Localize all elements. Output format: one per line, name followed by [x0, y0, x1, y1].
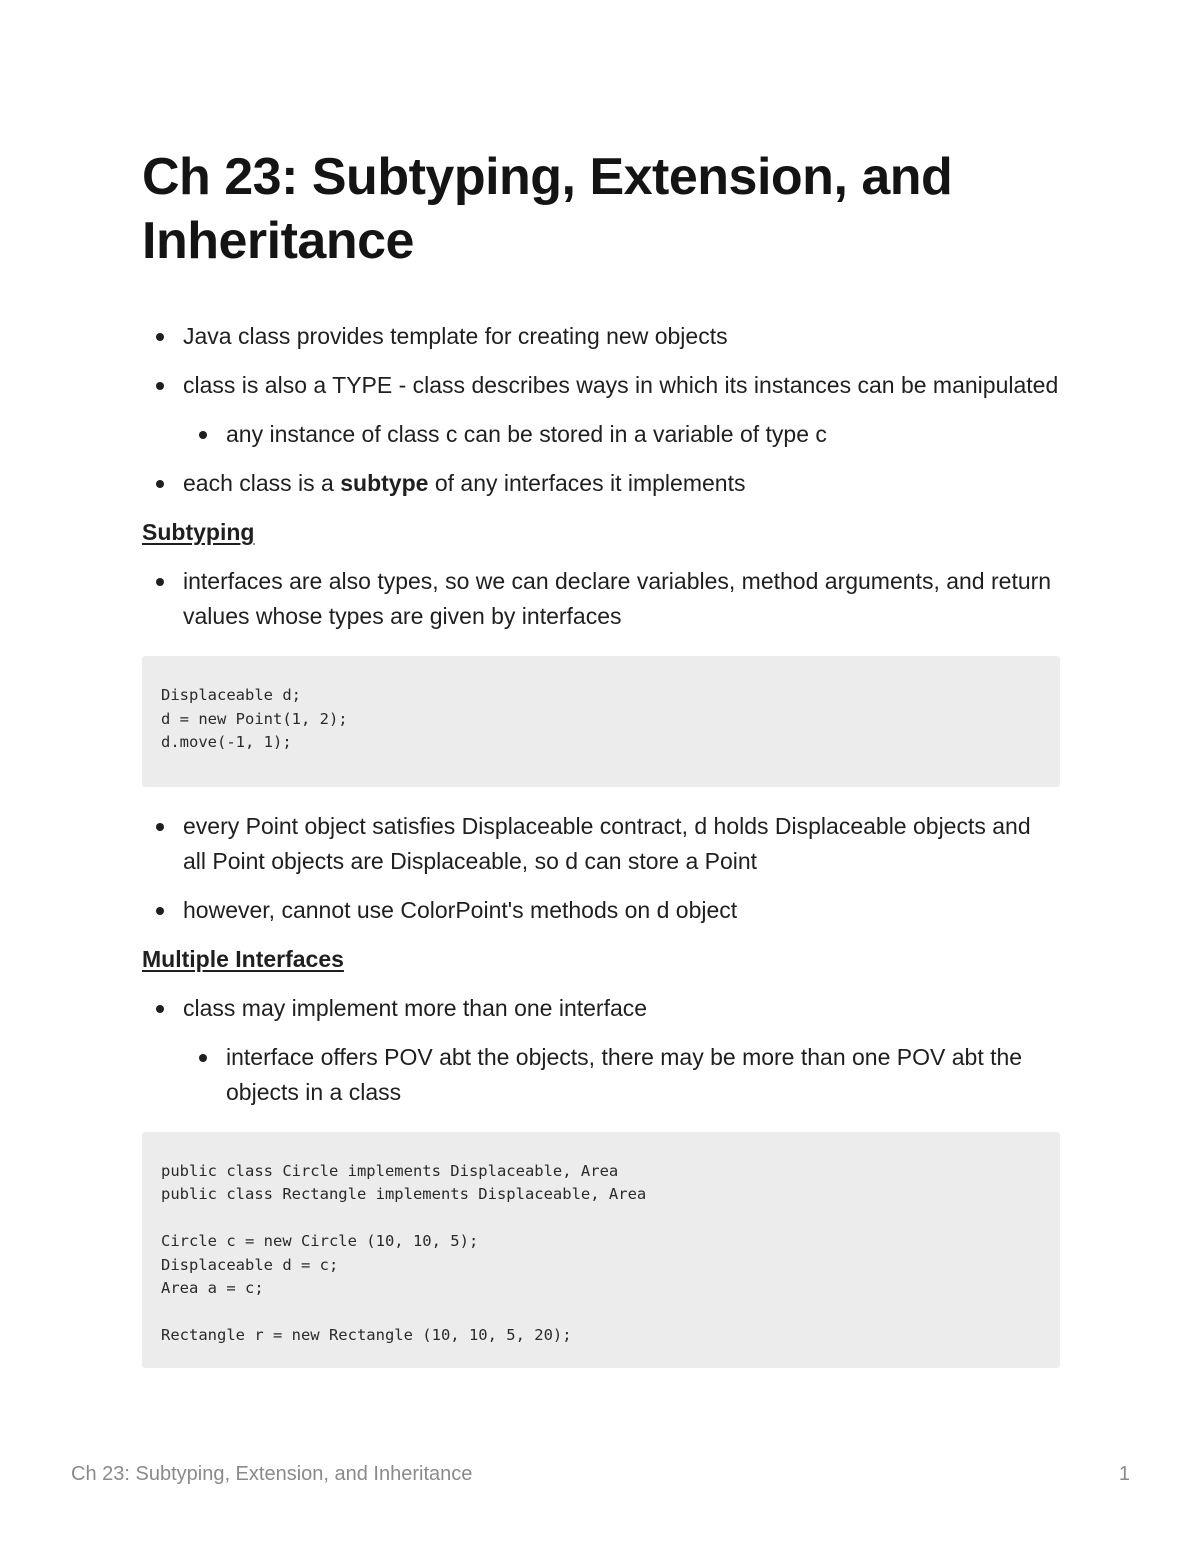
- list-item: [142, 893, 1060, 928]
- section-heading-subtyping: Subtyping: [142, 519, 255, 545]
- list-item: [142, 417, 1060, 452]
- footer-title: Ch 23: Subtyping, Extension, and Inheritance: [71, 1463, 473, 1485]
- list-item: [142, 809, 1060, 879]
- code-line: Displaceable d = c;: [161, 1255, 339, 1274]
- code-line: Rectangle r = new Rectangle (10, 10, 5, 20);: [161, 1326, 572, 1344]
- list-item-text-before: each class is a: [183, 470, 341, 496]
- code-line: Displaceable d;: [161, 686, 301, 704]
- list-item: [142, 991, 1060, 1026]
- list-item: [142, 1040, 1060, 1110]
- code-line: d = new Point(1, 2);: [161, 709, 348, 728]
- list-item-text: every Point object satisfies Displaceable contract, d holds Displaceable objects and all Point objects are Displaceable, so d can store a Point: [183, 812, 1031, 874]
- multiple-interfaces-list: [142, 991, 1060, 1110]
- subtyping-notes-list: [142, 809, 1060, 928]
- bullet-icon: [156, 578, 164, 586]
- list-item: [142, 466, 1060, 501]
- list-item-text: however, cannot use ColorPoint's methods on d object: [183, 896, 738, 923]
- bullet-icon: [156, 333, 164, 341]
- bold-term: subtype: [340, 470, 429, 496]
- bullet-icon: [156, 907, 164, 915]
- bullet-icon: [156, 823, 164, 831]
- list-item: [142, 319, 1060, 354]
- subtyping-list: [142, 564, 1060, 634]
- list-item-text-after: of any interfaces it implements: [428, 470, 746, 496]
- list-item-text: any instance of class c can be stored in a variable of type c: [226, 421, 827, 447]
- bullet-icon: [156, 1005, 164, 1013]
- list-item-text: Java class provides template for creating new objects: [183, 323, 728, 349]
- code-line: Circle c = new Circle (10, 10, 5);: [161, 1232, 479, 1250]
- page-content: [142, 145, 1060, 1390]
- list-item: [142, 368, 1060, 403]
- code-block: [142, 1132, 1060, 1368]
- list-item-text: class is also a TYPE - class describes ways in which its instances can be manipulated: [183, 372, 1059, 398]
- code-line: public class Rectangle implements Displaceable, Area: [161, 1185, 647, 1203]
- bullet-icon: [156, 382, 164, 390]
- page-number: 1: [1118, 1463, 1130, 1485]
- code-line: public class Circle implements Displaceable, Area: [161, 1161, 619, 1180]
- list-item: [142, 564, 1060, 634]
- section-heading-multiple-interfaces: Multiple Interfaces: [142, 945, 344, 972]
- bullet-icon: [199, 431, 207, 439]
- code-line: [161, 1207, 1041, 1231]
- bullet-icon: [156, 480, 164, 488]
- code-line: Area a = c;: [161, 1279, 264, 1297]
- bullet-icon: [199, 1054, 207, 1062]
- code-line: d.move(-1, 1);: [161, 733, 292, 751]
- list-item-text: interfaces are also types, so we can declare variables, method arguments, and return values whose types are given by interfaces: [183, 568, 1052, 629]
- code-line: [161, 1301, 1041, 1325]
- list-item-text: class may implement more than one interface: [183, 994, 648, 1021]
- page-title: Ch 23: Subtyping, Extension, and Inheritance: [142, 148, 953, 270]
- code-block: [142, 656, 1060, 787]
- list-item-text: interface offers POV abt the objects, there may be more than one POV abt the objects in a class: [226, 1043, 1023, 1105]
- intro-list: [142, 319, 1060, 501]
